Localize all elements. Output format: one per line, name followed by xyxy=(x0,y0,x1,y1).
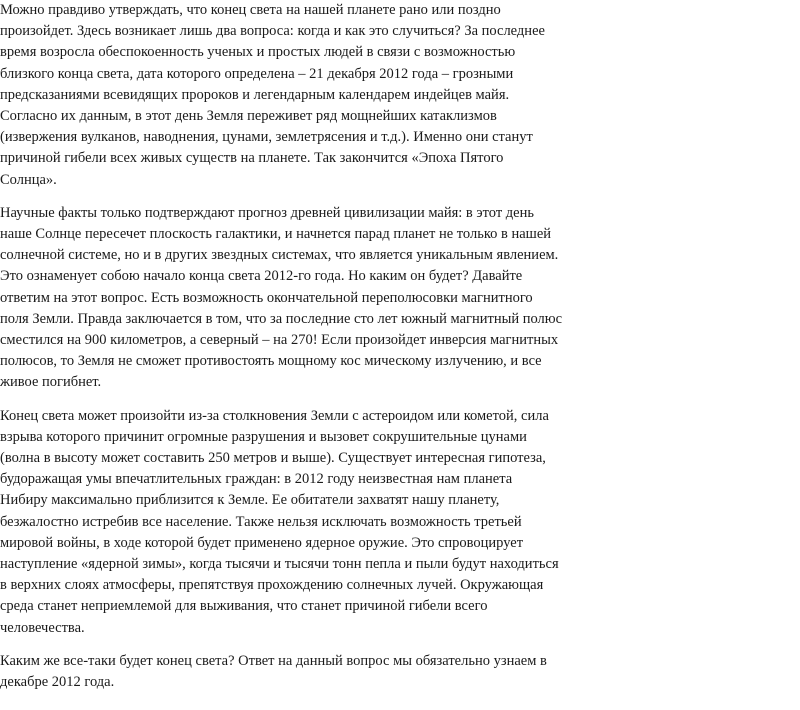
paragraph-2 xyxy=(0,203,800,394)
text-line: сместился на 900 километров, а северный – на 270! Если произойдет инверсия магнитных xyxy=(0,332,559,349)
paragraph-3 xyxy=(0,406,800,639)
text-line: наше Солнце пересечет плоскость галактики, и начнется парад планет не только в нашей xyxy=(0,226,552,243)
text-line: наступление «ядерной зимы», когда тысячи и тысячи тонн пепла и пыли будут находиться xyxy=(0,556,559,573)
text-line: Нибиру максимально приблизится к Земле. Ее обитатели захватят нашу планету, xyxy=(0,492,500,509)
text-line: будоражащая умы впечатлительных граждан: в 2012 году неизвестная нам планета xyxy=(0,471,513,488)
text-line: в верхних слоях атмосферы, препятствуя прохождению солнечных лучей. Окружающая xyxy=(0,577,544,594)
text-line: Это ознаменует собою начало конца света 2012-го года. Но каким он будет? Давайте xyxy=(0,268,523,285)
text-line: среда станет неприемлемой для выживания, что станет причиной гибели всего xyxy=(0,598,488,615)
text-line: ответим на этот вопрос. Есть возможность окончательной переполюсовки магнитного xyxy=(0,289,533,306)
text-line: Можно правдиво утверждать, что конец света на нашей планете рано или поздно xyxy=(0,2,501,18)
text-line: солнечной системе, но и в других звездных системах, что является уникальным явлением. xyxy=(0,247,559,264)
paragraph-4 xyxy=(0,651,800,693)
text-line: Солнца». xyxy=(0,171,57,188)
text-line: (волна в высоту может составить 250 метров и выше). Существует интересная гипотеза, xyxy=(0,450,546,467)
text-line: Согласно их данным, в этот день Земля переживет ряд мощнейших катаклизмов xyxy=(0,108,497,125)
text-line: Конец света может произойти из-за столкновения Земли с астероидом или кометой, сила xyxy=(0,407,549,424)
text-line: взрыва которого причинит огромные разрушения и вызовет сокрушительные цунами xyxy=(0,428,527,445)
text-line: декабре 2012 года. xyxy=(0,674,115,691)
text-line: полюсов, то Земля не сможет противостоять мощному кос мическому излучению, и все xyxy=(0,353,542,370)
text-line: безжалостно истребив все население. Также нельзя исключать возможность третьей xyxy=(0,513,522,530)
text-line: Научные факты только подтверждают прогноз древней цивилизации майя: в этот день xyxy=(0,204,534,221)
text-line: (извержения вулканов, наводнения, цунами, землетрясения и т.д.). Именно они станут xyxy=(0,129,533,146)
text-line: причиной гибели всех живых существ на планете. Так закончится «Эпоха Пятого xyxy=(0,150,504,167)
text-line: Каким же все-таки будет конец света? Ответ на данный вопрос мы обязательно узнаем в xyxy=(0,652,547,669)
text-line: мировой войны, в ходе которой будет применено ядерное оружие. Это спровоцирует xyxy=(0,534,524,551)
text-line: произойдет. Здесь возникает лишь два вопроса: когда и как это случиться? За последнее xyxy=(0,23,545,40)
paragraph-1 xyxy=(0,0,800,191)
text-line: человечества. xyxy=(0,619,85,636)
text-line: близкого конца света, дата которого определена – 21 декабря 2012 года – грозными xyxy=(0,65,514,82)
text-line: предсказаниями всевидящих пророков и легендарным календарем индейцев майя. xyxy=(0,86,510,103)
text-line: живое погибнет. xyxy=(0,374,102,391)
text-line: время возросла обеспокоенность ученых и простых людей в связи с возможностью xyxy=(0,44,516,61)
text-line: поля Земли. Правда заключается в том, что за последние сто лет южный магнитный полюс xyxy=(0,310,563,327)
